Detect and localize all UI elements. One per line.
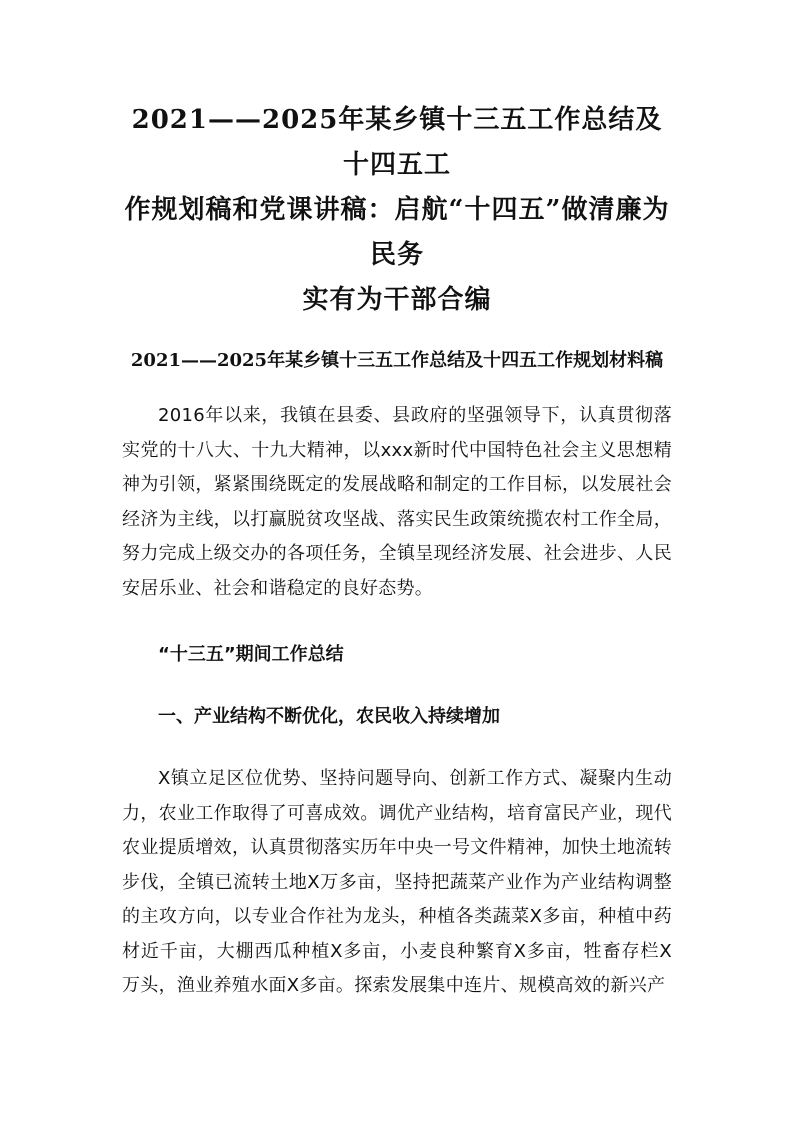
intro-paragraph: 2016年以来，我镇在县委、县政府的坚强领导下，认真贯彻落实党的十八大、十九大精神，以xxx新时代中国特色社会主义思想精神为引领，紧紧围绕既定的发展战略和制定的工作目标，以发展社会经济为主线，以打赢脱贫攻坚战、落实民生政策统揽农村工作全局，努力完成上级交办的各项任务，全镇呈现经济发展、社会进步、人民安居乐业、社会和谐稳定的良好态势。 — [122, 405, 672, 599]
body-paragraph: X镇立足区位优势、坚持问题导向、创新工作方式、凝聚内生动力，农业工作取得了可喜成效。调优产业结构，培育富民产业，现代农业提质增效，认真贯彻落实历年中央一号文件精神，加快土地流转步伐，全镇已流转土地X万多亩，坚持把蔬菜产业作为产业结构调整的主攻方向，以专业合作社为龙头，种植各类蔬菜X多亩，种植中药材近千亩，大棚西瓜种植X多亩，小麦良种繁育X多亩，牲畜存栏X万头，渔业养殖水面X多亩。探索发展集中连片、规模高效的新兴产 — [122, 768, 672, 996]
document-title — [122, 98, 672, 323]
section-heading: “十三五”期间工作总结 — [158, 644, 344, 665]
document-subtitle: 2021——2025年某乡镇十三五工作总结及十四五工作规划材料稿 — [130, 350, 664, 371]
title-line-3: 实有为干部合编 — [302, 285, 492, 315]
subsection-heading: 一、产业结构不断优化，农民收入持续增加 — [158, 706, 500, 727]
title-line-1: 2021——2025年某乡镇十三五工作总结及十四五工 — [131, 105, 663, 180]
title-line-2: 作规划稿和党课讲稿：启航“十四五”做清廉为民务 — [124, 195, 670, 270]
